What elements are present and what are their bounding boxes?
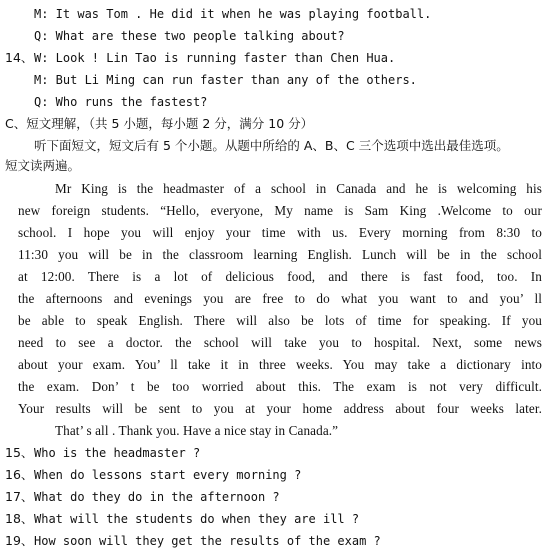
section-c-instruction-cont: 短文读两遍。 [5,158,81,173]
dialogue-line-q14-question: Q: Who runs the fastest? [34,95,208,109]
passage-line: at 12:00. There is a lot of delicious food, and there is fast food, too. In [18,269,542,284]
question-number-16: 16、 [5,467,34,482]
section-c-heading: C、短文理解，（共 5 小题，每小题 2 分，满分 10 分） [5,116,314,131]
passage-line: school. I hope you will enjoy your time with us. Every morning from 8:30 to [18,225,542,240]
question-text-17: What do they do in the afternoon ? [34,490,280,504]
passage-line: new foreign students. “Hello, everyone, My name is Sam King .Welcome to our [18,203,542,218]
passage-line: Your results will be sent to you at your home address about four weeks later. [18,401,542,416]
question-text-18: What will the students do when they are ill ? [34,512,360,526]
question-text-16: When do lessons start every morning ? [34,468,302,482]
question-text-19: How soon will they get the results of the exam ? [34,534,381,548]
question-number-18: 18、 [5,511,34,526]
section-c-instruction: 听下面短文，短文后有 5 个小题。从题中所给的 A、B、C 三个选项中选出最佳选项。 [34,138,509,153]
passage-line: That’ s all . Thank you. Have a nice stay in Canada.” [55,423,339,438]
dialogue-line-q14-woman: W: Look ! Lin Tao is running faster than Chen Hua. [34,51,396,65]
passage-line: 11:30 you will be in the classroom learning English. Lunch will be in the school [18,247,542,262]
passage-line: be able to speak English. There will also be lots of time for speaking. If you [18,313,542,328]
passage-line: the exam. Don’ t be too worried about this. The exam is not very difficult. [18,379,542,394]
passage-line: Mr King is the headmaster of a school in Canada and he is welcoming his [55,181,542,196]
passage-line: the afternoons and evenings you are free to do what you want to and you’ ll [18,291,542,306]
dialogue-line-q14-man: M: But Li Ming can run faster than any of the others. [34,73,417,87]
question-text-15: Who is the headmaster ? [34,446,201,460]
passage-line: need to see a doctor. the school will take you to hospital. Next, some news [18,335,542,350]
passage-line: about your exam. You’ ll take it in three weeks. You may take a dictionary into [18,357,542,372]
question-number-15: 15、 [5,445,34,460]
question-number-19: 19、 [5,533,34,548]
dialogue-line-q13-question: Q: What are these two people talking about? [34,29,345,43]
dialogue-line-q13-man: M: It was Tom . He did it when he was playing football. [34,7,432,21]
question-number-17: 17、 [5,489,34,504]
question-number-14: 14、 [5,50,34,65]
